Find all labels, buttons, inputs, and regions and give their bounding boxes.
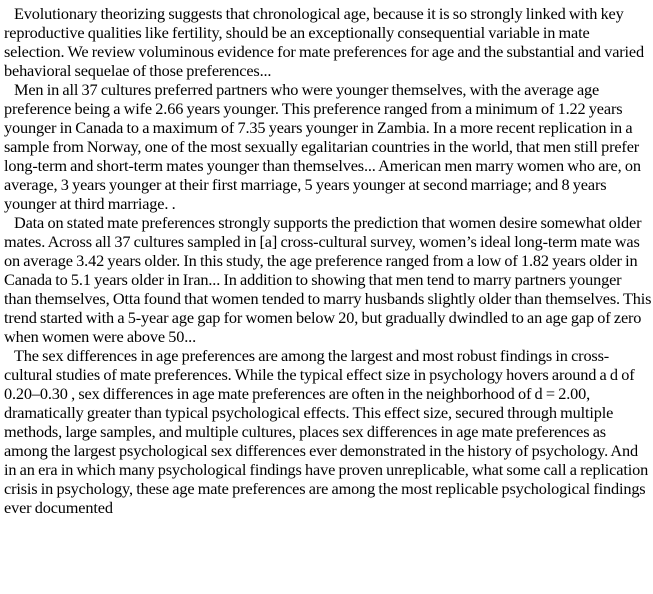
paragraph-evolutionary-theorizing: Evolutionary theorizing suggests that chronological age, because it is so strongly linked with key reproductive qualities like fertility, should be an exceptionally consequential variable in mate selection. We review voluminous evidence for mate preferences for age and the substantial and varied behavioral sequelae of those preferences...	[4, 4, 644, 80]
paragraph-men-preferences: Men in all 37 cultures preferred partners who were younger themselves, with the average age preference being a wife 2.66 years younger. This preference ranged from a minimum of 1.22 years younger in Canada to a maximum of 7.35 years younger in Zambia. In a more recent replication in a sample from Norway, one of the most sexually egalitarian countries in the world, that men still prefer long-term and short-term mates younger than themselves... American men marry women who are, on average, 3 years younger at their first marriage, 5 years younger at second marriage; and 8 years younger at third marriage. .	[4, 80, 641, 213]
document-body	[4, 4, 652, 517]
paragraph-women-preferences: Data on stated mate preferences strongly supports the prediction that women desire somewhat older mates. Across all 37 cultures sampled in [a] cross-cultural survey, women’s ideal long-term mate was on average 3.42 years older. In this study, the age preference ranged from a low of 1.82 years older in Canada to 5.1 years older in Iran... In addition to showing that men tend to marry partners younger than themselves, Otta found that women tended to marry husbands slightly older than themselves. This trend started with a 5-year age gap for women below 20, but gradually dwindled to an age gap of zero when women were above 50...	[4, 213, 652, 346]
paragraph-sex-differences: The sex differences in age preferences are among the largest and most robust findings in cross-cultural studies of mate preferences. While the typical effect size in psychology hovers around a d of 0.20–0.30 , sex differences in age mate preferences are often in the neighborhood of d = 2.00, dramatically greater than typical psychological effects. This effect size, secured through multiple methods, large samples, and multiple cultures, places sex differences in age mate preferences as among the largest psychological sex differences ever demonstrated in the history of psychology. And in an era in which many psychological findings have proven unreplicable, what some call a replication crisis in psychology, these age mate preferences are among the most replicable psychological findings ever documented	[4, 346, 649, 517]
